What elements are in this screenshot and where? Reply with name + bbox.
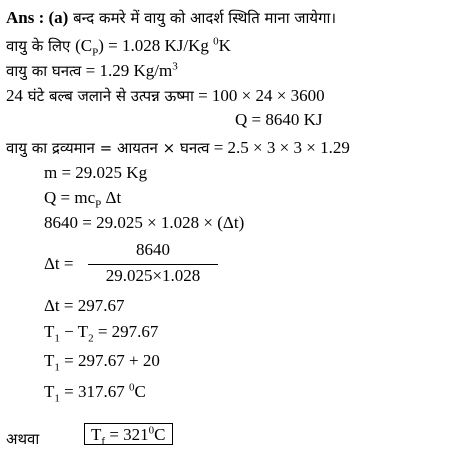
- heat-formula-lhs: Q = mc: [44, 188, 96, 207]
- mass-result: m = 29.025 Kg: [44, 163, 148, 182]
- t1-sum-symbol: T: [44, 351, 55, 370]
- mass-label: वायु का द्रव्यमान = आयतन × घनत्व: [6, 139, 210, 157]
- density-exponent: 3: [172, 60, 178, 73]
- heat-formula-subscript: P: [95, 198, 102, 211]
- t1-result-value: = 317.67: [59, 382, 129, 401]
- t1-subscript: 1: [54, 332, 60, 345]
- specific-heat-subscript: P: [92, 46, 99, 59]
- mass-product: = 2.5 × 3 × 3 × 1.29: [209, 138, 350, 157]
- difference-value: = 297.67: [93, 322, 159, 341]
- t1-sum-line: [44, 351, 160, 374]
- athva-word: अथवा: [6, 430, 40, 448]
- specific-heat-line: [6, 35, 231, 59]
- fraction-numerator: 8640: [136, 240, 170, 259]
- t2-symbol: − T: [59, 322, 89, 341]
- heat-formula: [44, 188, 122, 211]
- temperature-difference: [44, 322, 159, 345]
- t1-result-degree: 0: [128, 381, 135, 394]
- hours-number: 24: [6, 86, 23, 105]
- heat-generated-line: [6, 86, 325, 106]
- specific-heat-eq-part: (C: [75, 36, 93, 55]
- density-value: = 1.29 Kg/m: [81, 61, 173, 80]
- tf-unit: C: [154, 425, 166, 444]
- t1-symbol: T: [44, 322, 55, 341]
- tf-value: = 321: [105, 425, 149, 444]
- specific-heat-unit: K: [218, 36, 231, 55]
- density-line: [6, 61, 178, 81]
- t1-result-symbol: T: [44, 382, 55, 401]
- delta-t-result: Δt = 297.67: [44, 296, 125, 315]
- t1-result-line: [44, 381, 146, 405]
- t1-result-unit: C: [134, 382, 146, 401]
- mass-line: [6, 138, 350, 158]
- substitution-line: 8640 = 29.025 × 1.028 × (Δt): [44, 213, 245, 232]
- answer-heading: [6, 8, 336, 28]
- t2-subscript: 2: [88, 332, 94, 345]
- heat-formula-delta: Δt: [101, 188, 122, 207]
- alternative-label: [6, 429, 39, 449]
- specific-heat-degree: 0: [213, 35, 219, 48]
- heat-generated-product: = 100 × 24 × 3600: [193, 86, 325, 105]
- tf-symbol: T: [91, 425, 102, 444]
- final-answer: [84, 423, 173, 448]
- heat-result: Q = 8640 KJ: [235, 110, 323, 129]
- specific-heat-value: ) = 1.028 KJ/Kg: [98, 36, 214, 55]
- answer-statement: बन्द कमरे में वायु को आदर्श स्थिति माना जायेगा।: [68, 9, 337, 27]
- t1-result-subscript: 1: [54, 392, 60, 405]
- density-label: वायु का घनत्व: [6, 62, 82, 80]
- fraction-denominator: 29.025×1.028: [105, 266, 201, 285]
- t1-sum-subscript: 1: [54, 361, 60, 374]
- tf-subscript: f: [101, 435, 106, 448]
- heat-generated-label: घंटे बल्ब जलाने से उत्पन्न ऊष्मा: [23, 87, 194, 105]
- fraction-bar: [88, 264, 218, 265]
- delta-t-lhs: Δt =: [44, 254, 74, 273]
- final-answer-box: [84, 424, 173, 448]
- tf-degree: 0: [148, 424, 155, 437]
- answer-label: Ans : (a): [6, 8, 69, 27]
- t1-sum-expression: = 297.67 + 20: [59, 351, 160, 370]
- specific-heat-label: वायु के लिए: [6, 37, 76, 55]
